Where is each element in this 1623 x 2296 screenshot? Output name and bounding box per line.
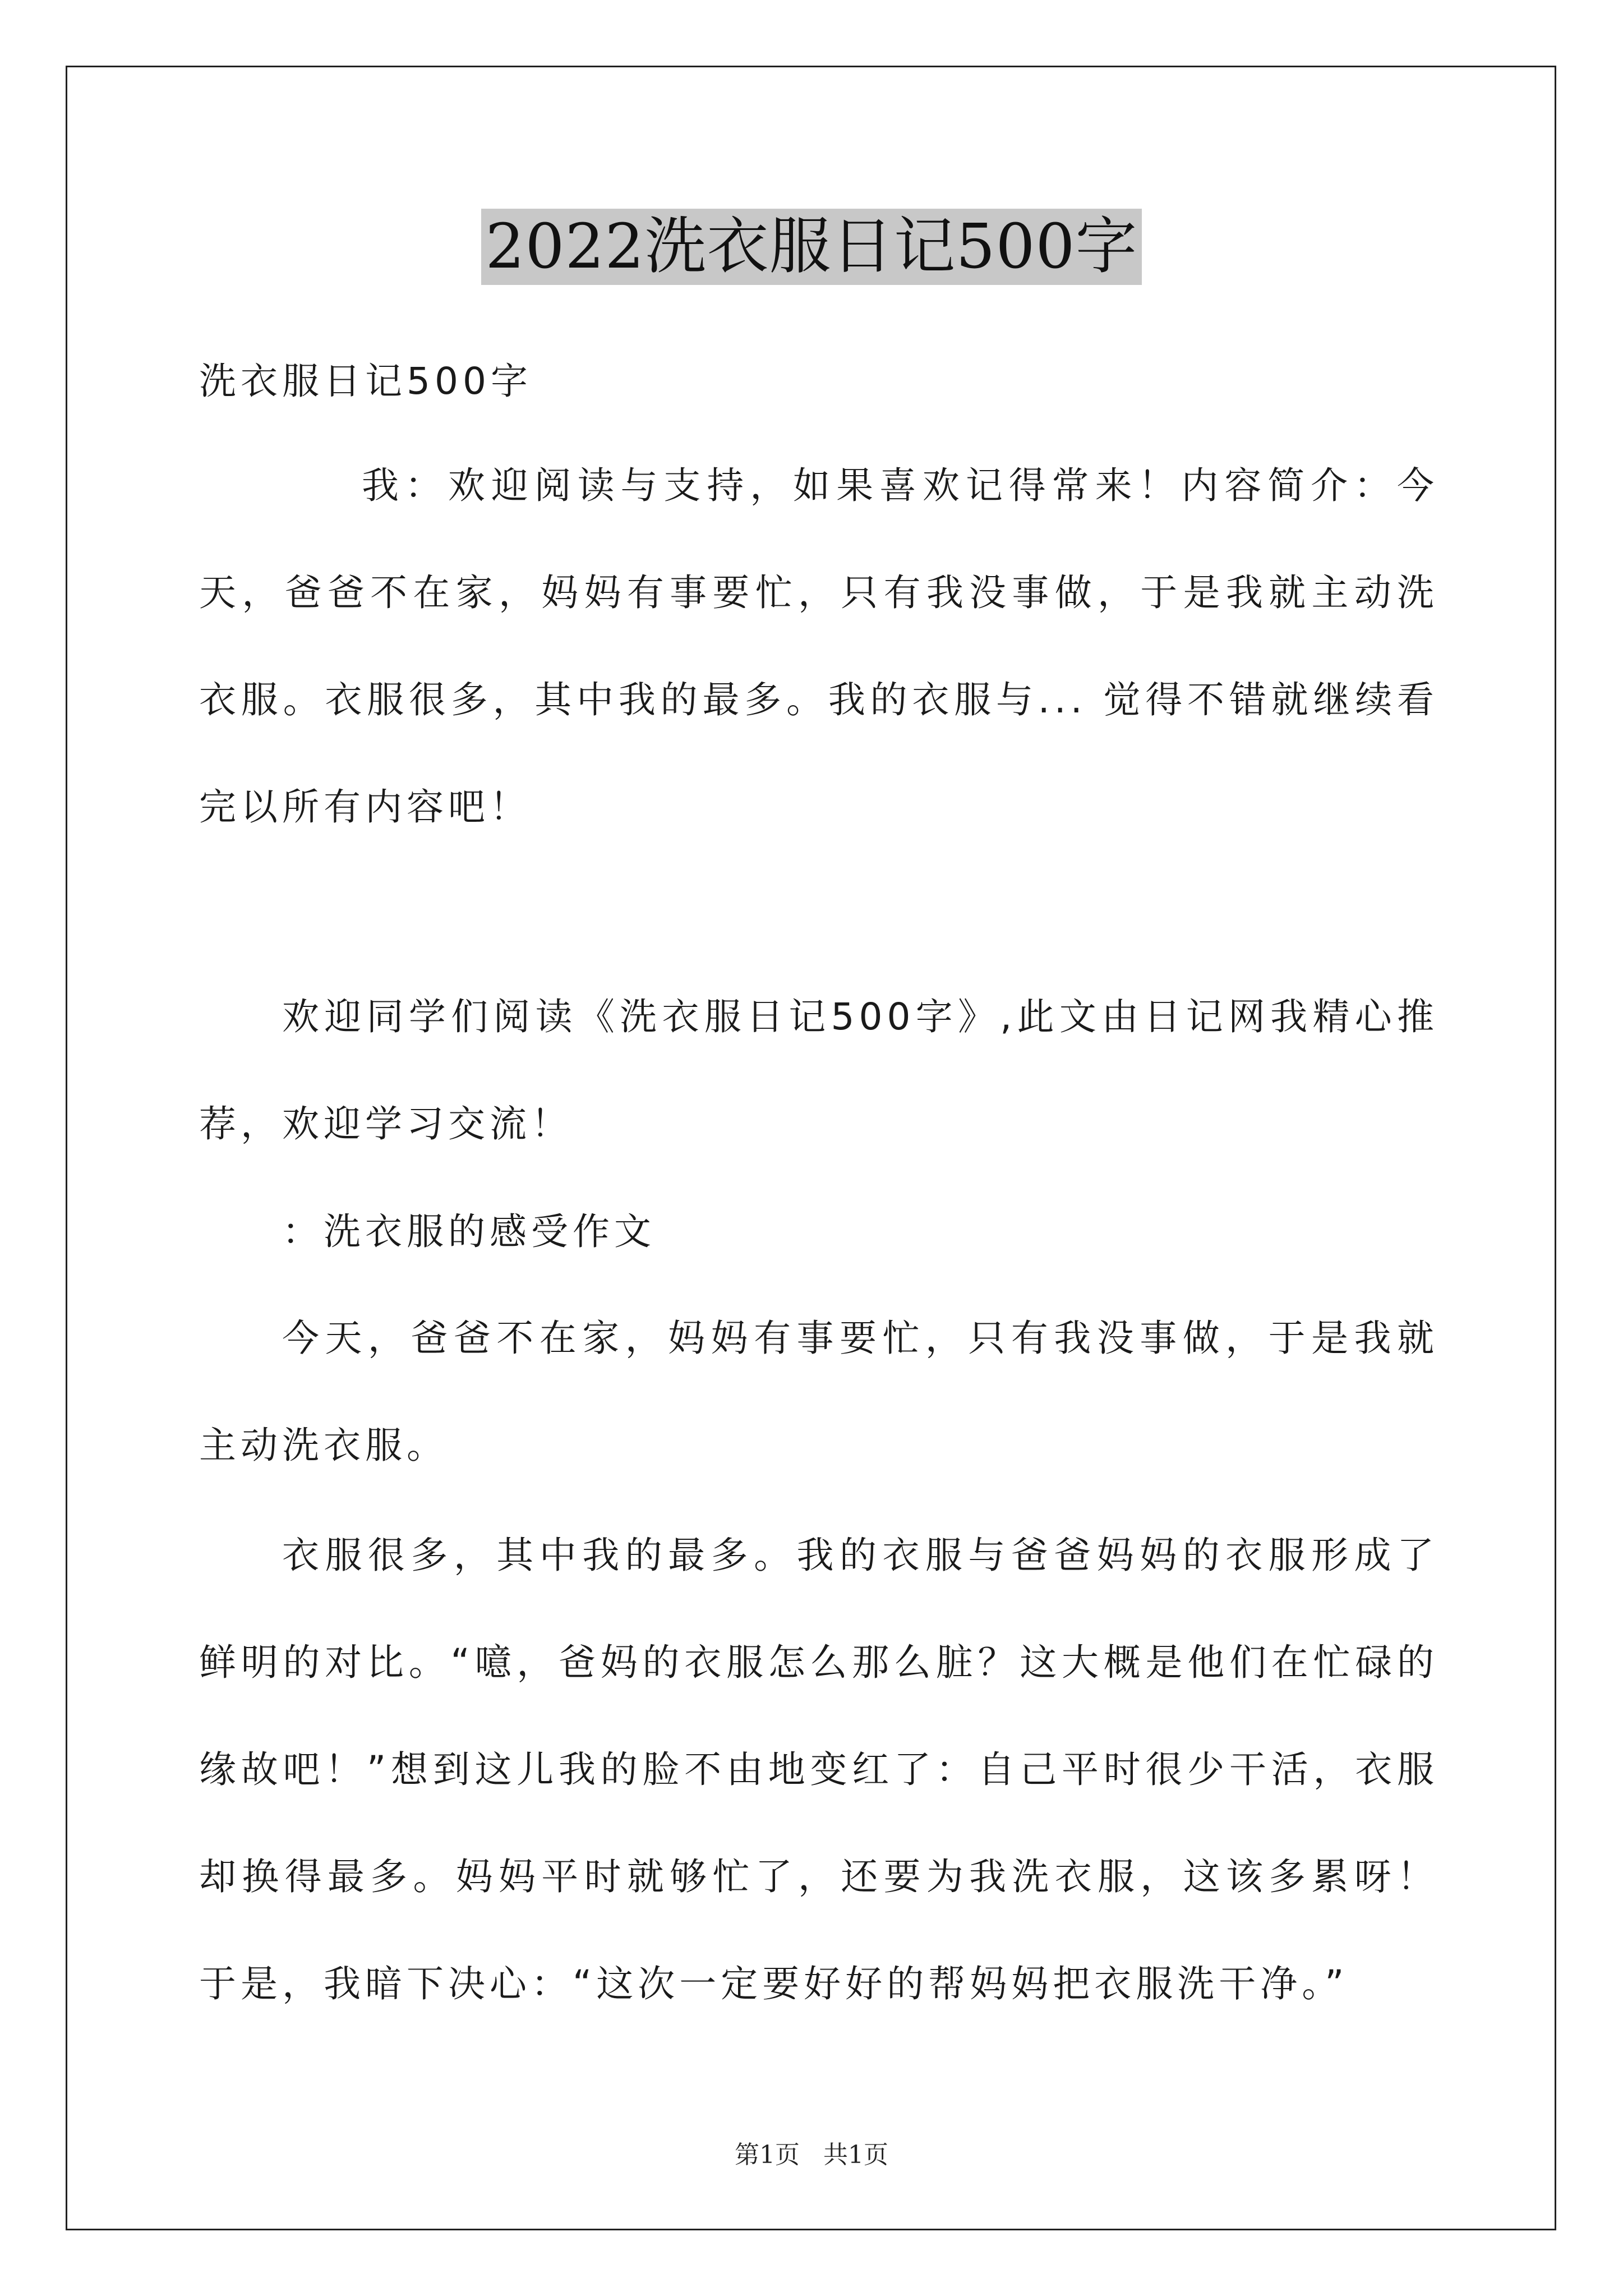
document-subtitle: 洗衣服日记500字	[199, 360, 532, 403]
body-paragraph: 衣服很多，其中我的最多。我的衣服与爸爸妈妈的衣服形成了鲜明的对比。“噫，爸妈的衣服怎么那么脏？这大概是他们在忙碌的缘故吧！”想到这儿我的脸不由地变红了：自己平时很少干活，衣服却换得最多。妈妈平时就够忙了，还要为我洗衣服，这该多累呀！于是，我暗下决心：“这次一定要好好的帮妈妈把衣服洗干净。”	[199, 1534, 1438, 2005]
section-heading: ：洗衣服的感受作文	[282, 1210, 656, 1253]
page-footer	[0, 2134, 1623, 2170]
title-container	[0, 209, 1623, 285]
document-title: 2022洗衣服日记500字	[481, 209, 1142, 285]
welcome-paragraph: 欢迎同学们阅读《洗衣服日记500字》,此文由日记网我精心推荐，欢迎学习交流！	[199, 995, 1438, 1145]
page-indicator: 第1页 共1页	[735, 2141, 888, 2169]
intro-paragraph: 我：欢迎阅读与支持，如果喜欢记得常来！内容简介：今天，爸爸不在家，妈妈有事要忙，只有我没事做，于是我就主动洗衣服。衣服很多，其中我的最多。我的衣服与... 觉得不错就继续看完以所有内容吧！	[199, 464, 1438, 829]
body-paragraph: 今天，爸爸不在家，妈妈有事要忙，只有我没事做，于是我就主动洗衣服。	[199, 1317, 1438, 1467]
